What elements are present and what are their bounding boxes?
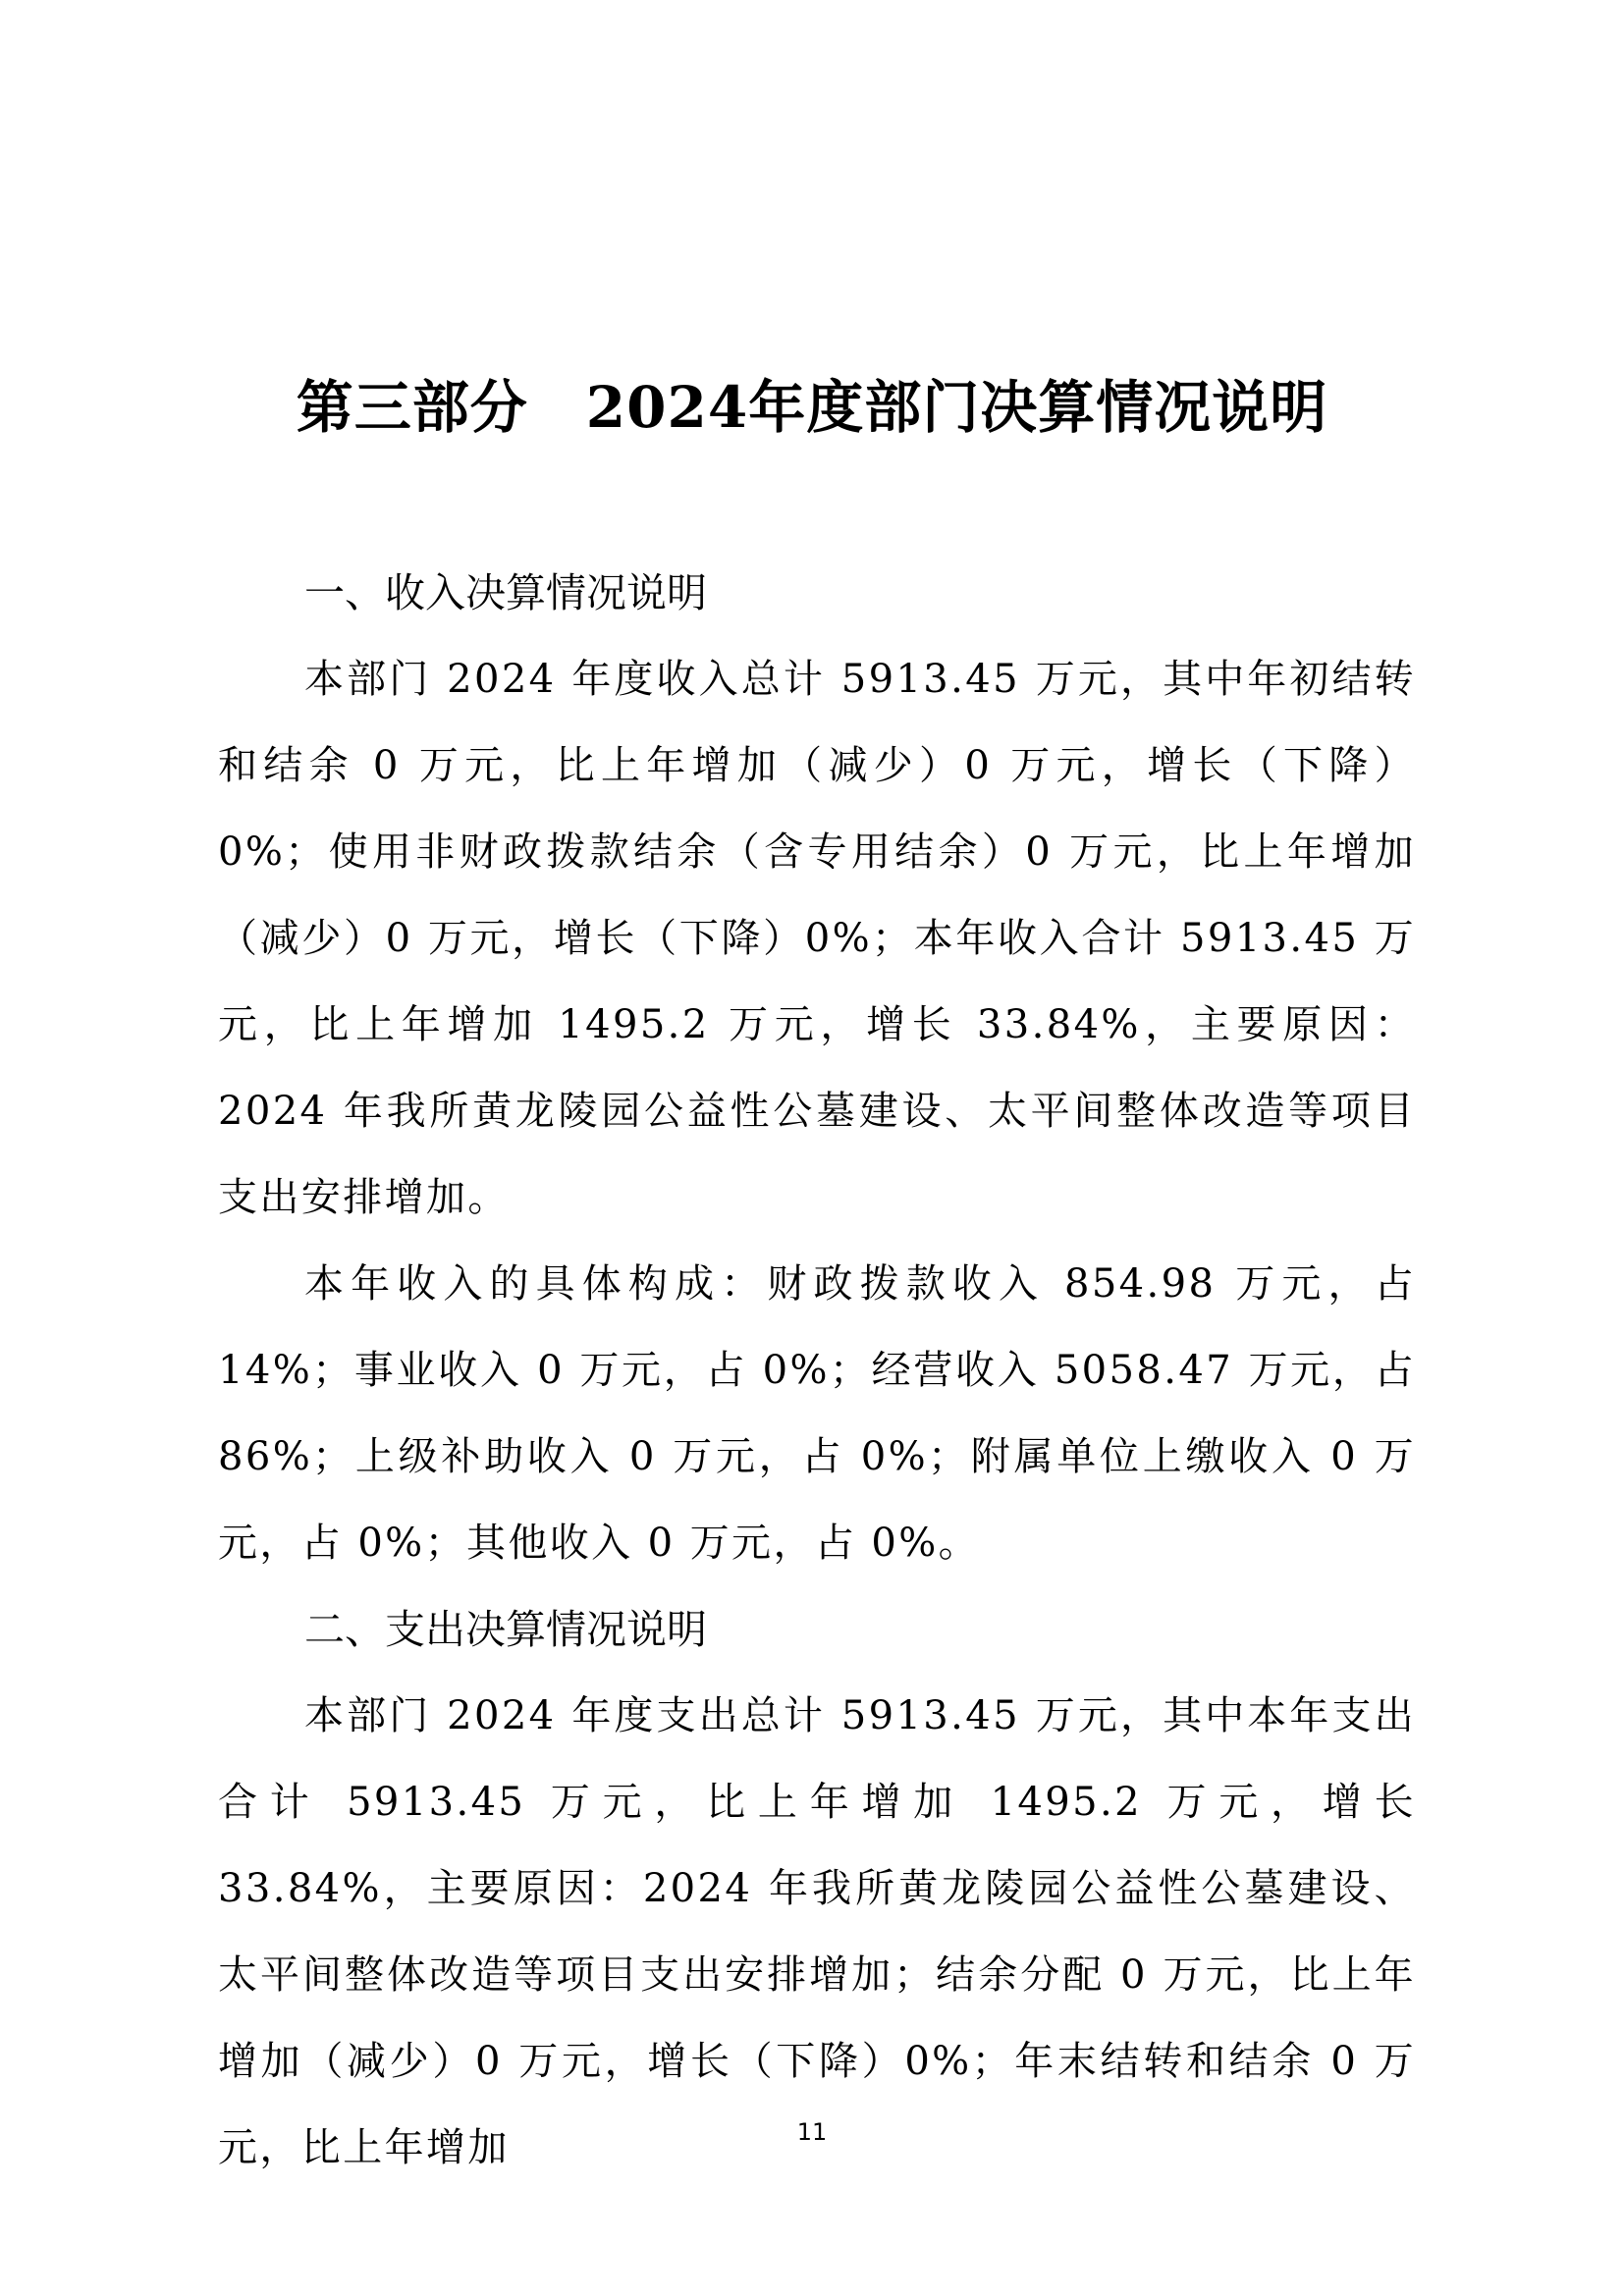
page-number: 11 <box>796 2118 828 2146</box>
section-income <box>218 550 1416 1586</box>
section-heading-income: 一、收入决算情况说明 <box>304 569 707 616</box>
paragraph-expenditure-total: 本部门 2024 年度支出总计 5913.45 万元，其中本年支出合计 5913.45 万元，比上年增加 1495.2 万元，增长 33.84%，主要原因：2024 年我所黄龙陵园公益性公墓建设、太平间整体改造等项目支出安排增加；结余分配 0 万元，比上年增加（减少）0 万元，增长（下降）0%；年末结转和结余 0 万元，比上年增加 <box>218 1693 1416 2170</box>
paragraph-income-total: 本部门 2024 年度收入总计 5913.45 万元，其中年初结转和结余 0 万元，比上年增加（减少）0 万元，增长（下降）0%；使用非财政拨款结余（含专用结余）0 万元，比上年增加（减少）0 万元，增长（下降）0%；本年收入合计 5913.45 万元，比上年增加 1495.2 万元，增长 33.84%，主要原因：2024 年我所黄龙陵园公益性公墓建设、太平间整体改造等项目支出安排增加。 <box>218 657 1416 1220</box>
paragraph-income-composition: 本年收入的具体构成：财政拨款收入 854.98 万元，占 14%；事业收入 0 万元，占 0%；经营收入 5058.47 万元，占 86%；上级补助收入 0 万元，占 0%；附属单位上缴收入 0 万元，占 0%；其他收入 0 万元，占 0%。 <box>218 1261 1416 1566</box>
document-body <box>218 550 1416 2191</box>
page-title: 第三部分 2024年度部门决算情况说明 <box>296 374 1328 441</box>
section-heading-expenditure: 二、支出决算情况说明 <box>304 1606 707 1653</box>
section-expenditure <box>218 1586 1416 2191</box>
